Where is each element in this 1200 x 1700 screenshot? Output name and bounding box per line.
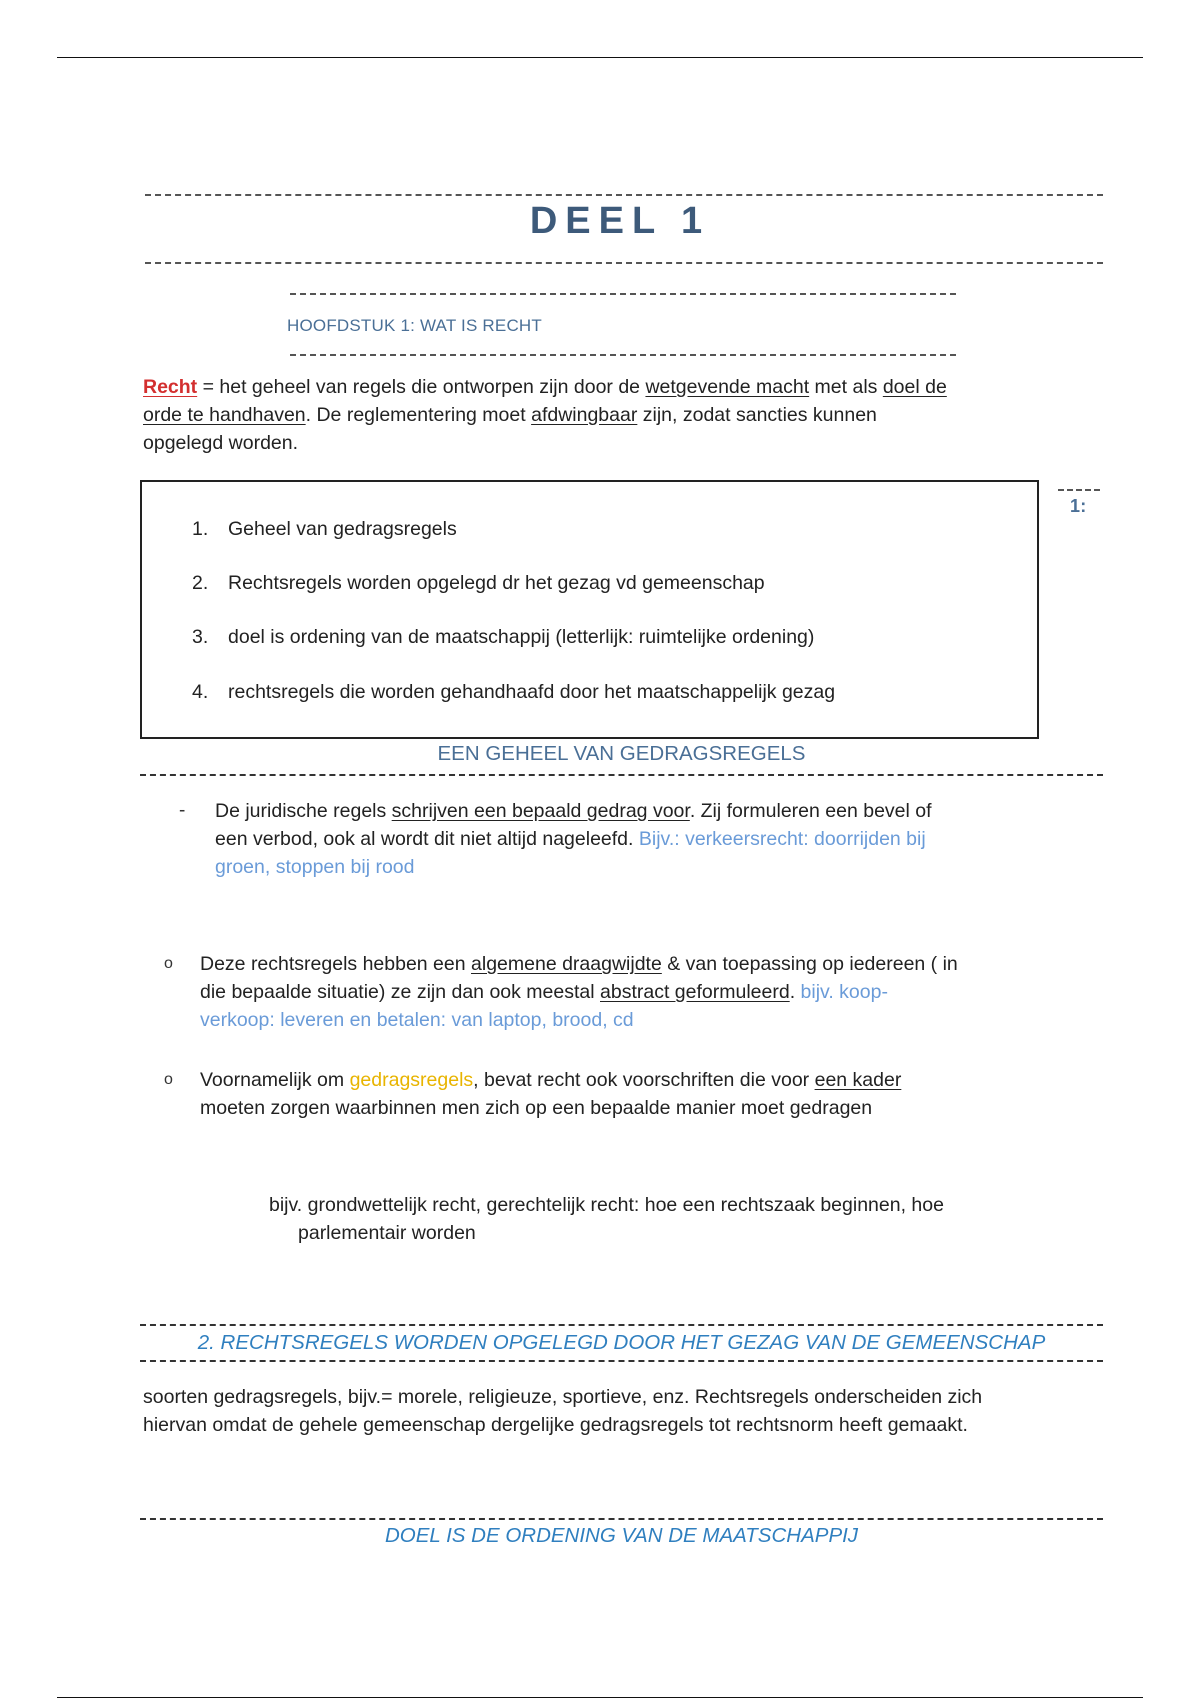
section-heading-3: DOEL IS DE ORDENING VAN DE MAATSCHAPPIJ — [384, 1524, 859, 1547]
bottom-rule — [57, 1697, 1143, 1698]
list-item: 1. Geheel van gedragsregels — [192, 518, 457, 540]
side-dash — [1058, 489, 1100, 491]
title-dash-bottom — [145, 262, 1103, 264]
section-2-dash-bottom — [140, 1360, 1103, 1362]
section-heading-2: 2. RECHTSREGELS WORDEN OPGELEGD DOOR HET GEZAG VAN DE GEMEENSCHAP — [197, 1331, 1046, 1354]
section-2-paragraph: soorten gedragsregels, bijv.= morele, religieuze, sportieve, enz. Rechtsregels onderscheiden zich hiervan omdat de gehele gemeenschap dergelijke gedragsregels tot rechtsnorm heeft gemaakt. — [143, 1386, 983, 1436]
bullet-paragraph-3: Voornamelijk om gedragsregels, bevat recht ook voorschriften die voor een kader moeten zorgen waarbinnen men zich op een bepaalde manier moet gedragen — [200, 1069, 902, 1119]
definition-paragraph: Recht = het geheel van regels die ontworpen zijn door de wetgevende macht met als doel de orde te handhaven. De reglementering moet afdwingbaar zijn, zodat sancties kunnen opgelegd worden. — [143, 376, 947, 454]
bullet-paragraph-2: Deze rechtsregels hebben een algemene draagwijdte & van toepassing op iedereen ( in die bepaalde situatie) ze zijn dan ook meestal abstract geformuleerd. bijv. koop- verkoop: leveren en betalen: van laptop, brood, cd — [200, 953, 958, 1031]
chapter-dash-bottom — [290, 354, 956, 356]
chapter-dash-top — [290, 293, 956, 295]
top-rule — [57, 57, 1143, 58]
bullet-dash: - — [179, 800, 186, 821]
list-item: 3. doel is ordening van de maatschappij (letterlijk: ruimtelijke ordening) — [192, 626, 815, 648]
bullet-paragraph-1: De juridische regels schrijven een bepaald gedrag voor. Zij formuleren een bevel of een verbod, ook al wordt dit niet altijd nageleefd. Bijv.: verkeersrecht: doorrijden bij groen, stoppen bij rood — [215, 800, 932, 878]
bullet-circle: o — [164, 1071, 173, 1088]
title-dash-top — [145, 194, 1103, 196]
section-2-dash-top — [140, 1324, 1103, 1326]
list-item: 4. rechtsregels die worden gehandhaafd door het maatschappelijk gezag — [192, 681, 836, 703]
term-recht: Recht — [143, 376, 198, 398]
chapter-heading: HOOFDSTUK 1: WAT IS RECHT — [287, 316, 542, 335]
section-heading-1: EEN GEHEEL VAN GEDRAGSREGELS — [437, 742, 806, 765]
section-3-dash — [140, 1518, 1103, 1520]
bullet-circle: o — [164, 955, 173, 972]
list-item: 2. Rechtsregels worden opgelegd dr het gezag vd gemeenschap — [192, 572, 765, 594]
example-paragraph: bijv. grondwettelijk recht, gerechtelijk recht: hoe een rechtszaak beginnen, hoe parlementair worden — [269, 1194, 944, 1244]
page-title: DEEL 1 — [529, 200, 711, 242]
section-1-dash — [140, 774, 1103, 776]
summary-box — [140, 480, 1039, 739]
side-label: 1: — [1070, 496, 1087, 516]
